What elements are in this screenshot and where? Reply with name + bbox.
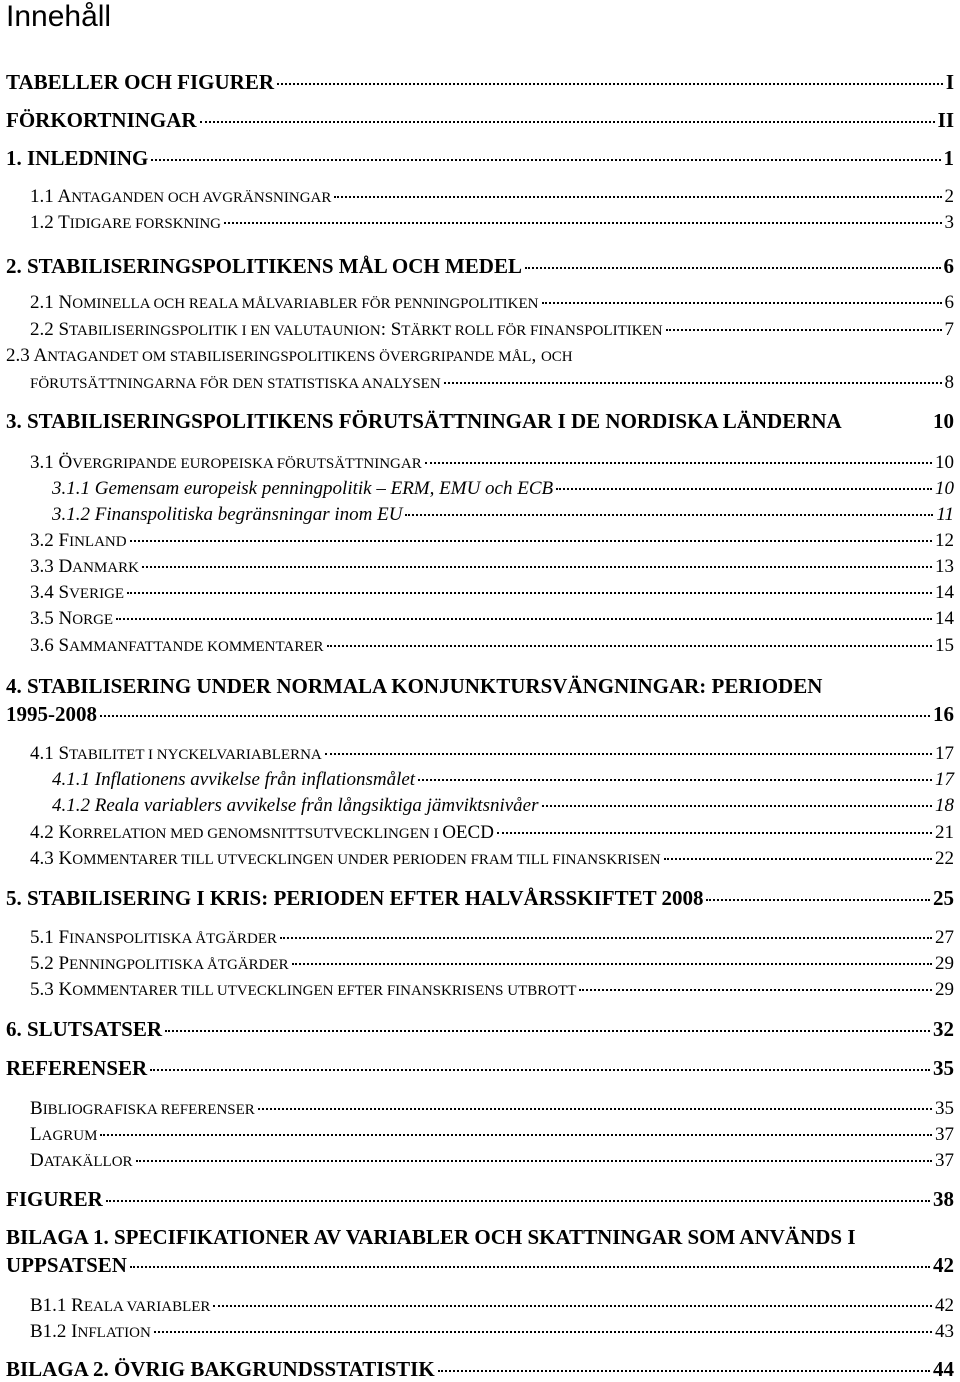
page-number: 10 (935, 478, 954, 499)
dot-leader (130, 1266, 930, 1268)
entry-title-part: L (30, 1124, 42, 1145)
toc-entry[interactable] (6, 702, 954, 727)
entry-title (30, 1295, 210, 1317)
entry-title (30, 927, 277, 949)
entry-title (30, 186, 331, 208)
entry-title-part: 2.3 A (6, 345, 48, 366)
page-number: II (937, 108, 954, 132)
toc-entry[interactable] (30, 1150, 954, 1172)
page-number: 18 (935, 795, 954, 816)
page-number: 21 (935, 822, 954, 843)
entry-title-part: OCH (540, 349, 573, 365)
page-number: 16 (933, 702, 954, 726)
page-number: 10 (935, 452, 954, 473)
dot-leader (100, 715, 930, 717)
entry-title (30, 1321, 151, 1343)
entry-title-part: OMMENTARER TILL UTVECKLINGEN UNDER PERIODEN FRAM TILL FINANSKRISEN (72, 852, 661, 868)
entry-title (30, 1098, 255, 1120)
entry-title-part: 4.2 K (30, 822, 73, 843)
entry-title-part: 3.4 S (30, 582, 70, 603)
toc-entry[interactable] (30, 953, 954, 975)
entry-title-part: ENNINGPOLITISKA ÅTGÄRDER (69, 957, 289, 973)
dot-leader (327, 645, 933, 647)
entry-title-part: TABILITET I NYCKELVARIABLERNA (69, 747, 322, 763)
page-number: 42 (933, 1253, 954, 1277)
toc-entry[interactable] (30, 582, 954, 604)
entry-title-part: D (30, 1150, 44, 1171)
entry-title (6, 146, 148, 171)
entry-title-part: 2.1 N (30, 292, 73, 313)
dot-leader (130, 540, 932, 542)
entry-title-part: : S (380, 319, 402, 340)
dot-leader (142, 566, 932, 568)
entry-title-part: 4.3 K (30, 848, 73, 869)
dot-leader (165, 1030, 930, 1032)
entry-title-part: 5.2 P (30, 953, 70, 974)
entry-title-part: AMMANFATTANDE KOMMENTARER (69, 639, 324, 655)
page-number: 14 (935, 582, 954, 603)
entry-title-part: FIGURER (6, 1187, 103, 1211)
entry-title-part: 4.1.1 Inflationens avvikelse från inflationsmålet (52, 769, 416, 790)
entry-title-part: REFERENSER (6, 1056, 148, 1080)
toc-entry[interactable] (30, 848, 954, 870)
toc-entry[interactable] (30, 927, 954, 949)
toc-entry[interactable] (30, 530, 954, 552)
toc-entry[interactable] (30, 212, 954, 234)
entry-title (30, 452, 422, 474)
page-number: 35 (933, 1056, 954, 1080)
page-number: 35 (935, 1098, 954, 1119)
entry-title-part: VERGRIPANDE EUROPEISKA FÖRUTSÄTTNINGAR (72, 456, 422, 472)
entry-title (30, 530, 127, 552)
entry-title-part: ORRELATION MED GENOMSNITTSUTVECKLINGEN I (72, 826, 443, 842)
page-number: 37 (935, 1150, 954, 1171)
toc-entry[interactable] (52, 795, 954, 817)
entry-title-part: BILAGA 1. SPECIFIKATIONER AV VARIABLER OCH SKATTNINGAR SOM ANVÄNDS I (6, 1225, 856, 1249)
entry-title-part: NTAGANDET OM STABILISERINGSPOLITIKENS ÖVERGRIPANDE MÅL (47, 349, 532, 365)
dot-leader (280, 937, 932, 939)
toc-entry-first-line[interactable] (6, 1225, 856, 1250)
entry-title (6, 1253, 127, 1278)
entry-title-part: FÖRUTSÄTTNINGARNA FÖR DEN STATISTISKA ANALYSEN (30, 376, 441, 392)
page-number: 2 (944, 186, 954, 207)
page-number: 1 (943, 146, 954, 170)
toc-entry[interactable] (6, 886, 954, 911)
page-number: 43 (935, 1321, 954, 1342)
dot-leader (556, 488, 932, 490)
entry-title-part: 1. INLEDNING (6, 146, 149, 170)
page-number: 12 (935, 530, 954, 551)
dot-leader (258, 1108, 932, 1110)
dot-leader (425, 462, 932, 464)
dot-leader (525, 267, 941, 269)
toc-entry[interactable] (6, 1017, 954, 1042)
toc-entry[interactable] (30, 608, 954, 630)
dot-leader (224, 222, 941, 224)
page-number: 27 (935, 927, 954, 948)
entry-title-part: 3.6 S (30, 635, 70, 656)
page-number: 25 (933, 886, 954, 910)
toc-entry[interactable] (52, 504, 954, 526)
entry-title (6, 886, 703, 911)
entry-title (6, 1056, 147, 1081)
entry-title-part: 5. STABILISERING I KRIS: PERIODEN EFTER HALVÅRSSKIFTET 2008 (6, 886, 704, 910)
entry-title-part: IBLIOGRAFISKA REFERENSER (42, 1102, 255, 1118)
dot-leader (706, 899, 930, 901)
toc-entry[interactable] (6, 1253, 954, 1278)
entry-title (6, 108, 197, 133)
toc-entry[interactable] (30, 319, 954, 341)
dot-leader (666, 329, 942, 331)
page-title: Innehåll (6, 0, 112, 33)
toc-entry[interactable] (6, 409, 954, 434)
entry-title-part: 3. STABILISERINGSPOLITIKENS FÖRUTSÄTTNINGAR I DE NORDISKA LÄNDERNA (6, 409, 842, 433)
entry-title-part: ORGE (72, 612, 114, 628)
toc-entry[interactable] (30, 1124, 954, 1146)
toc-entry[interactable] (52, 769, 954, 791)
entry-title-part: 3.1.1 Gemensam europeisk penningpolitik – ERM, EMU och ECB (52, 478, 554, 499)
toc-entry[interactable] (6, 108, 954, 133)
page-number: 6 (943, 254, 954, 278)
dot-leader (200, 121, 935, 123)
entry-title (30, 608, 113, 630)
entry-title (6, 1187, 103, 1212)
entry-title (30, 953, 289, 975)
toc-entry[interactable] (30, 186, 954, 208)
entry-title-part: 4. STABILISERING UNDER NORMALA KONJUNKTURSVÄNGNINGAR: PERIODEN (6, 674, 823, 698)
page-number: 10 (933, 409, 954, 433)
entry-title-part: 6. SLUTSATSER (6, 1017, 163, 1041)
entry-title-part: 4.1 S (30, 743, 70, 764)
entry-title-part: AGRUM (41, 1128, 98, 1144)
entry-title-part: NFLATION (77, 1325, 151, 1341)
toc-entry-first-line[interactable] (6, 674, 822, 699)
toc-entry[interactable] (6, 70, 954, 95)
entry-title-part: UPPSATSEN (6, 1253, 127, 1277)
entry-title (6, 1357, 435, 1382)
dot-leader (418, 779, 932, 781)
entry-title-part: B1.2 I (30, 1321, 78, 1342)
toc-entry[interactable] (6, 1357, 954, 1382)
dot-leader (542, 805, 932, 807)
page-number: 32 (933, 1017, 954, 1041)
entry-title-part: FÖRKORTNINGAR (6, 108, 197, 132)
page-number: 17 (935, 769, 954, 790)
entry-title-part: 3.5 N (30, 608, 73, 629)
entry-title (30, 319, 663, 341)
entry-title-part: TÄRKT ROLL FÖR FINANSPOLITIKEN (401, 323, 663, 339)
toc-entry[interactable] (30, 556, 954, 578)
entry-title-part: OMINELLA OCH REALA MÅLVARIABLER FÖR PENNINGPOLITIKEN (72, 296, 539, 312)
entry-title-part: TABILISERINGSPOLITIK I EN VALUTAUNION (69, 323, 381, 339)
page-number: 14 (935, 608, 954, 629)
entry-title (6, 254, 522, 279)
entry-title (6, 70, 274, 95)
dot-leader (100, 1134, 932, 1136)
dot-leader (325, 753, 932, 755)
page-number: 37 (935, 1124, 954, 1145)
entry-title (30, 556, 139, 578)
entry-title (30, 582, 124, 604)
entry-title-part: 5.3 K (30, 979, 73, 1000)
toc-entry[interactable] (6, 146, 954, 171)
entry-title-part: B1.1 R (30, 1295, 84, 1316)
toc-entry[interactable] (30, 1295, 954, 1317)
page-number: 6 (944, 292, 954, 313)
dot-leader (154, 1331, 932, 1333)
dot-leader (136, 1160, 932, 1162)
dot-leader (542, 302, 942, 304)
dot-leader (579, 989, 932, 991)
entry-title (30, 292, 539, 314)
page-number: 38 (933, 1187, 954, 1211)
entry-title-part: 2. STABILISERINGSPOLITIKENS MÅL OCH MEDEL (6, 254, 522, 278)
dot-leader (116, 618, 932, 620)
entry-title-part: , (531, 345, 541, 366)
entry-title-part: BILAGA 2. ÖVRIG BAKGRUNDSSTATISTIK (6, 1357, 435, 1381)
entry-title (30, 635, 324, 657)
entry-title-part: 4.1.2 Reala variablers avvikelse från långsiktiga jämviktsnivåer (52, 795, 539, 816)
entry-title (30, 212, 221, 234)
toc-entry[interactable] (30, 635, 954, 657)
toc-entry[interactable] (30, 1321, 954, 1343)
toc-entry[interactable] (30, 979, 954, 1001)
toc-entry[interactable] (30, 743, 954, 765)
page-number: 42 (935, 1295, 954, 1316)
dot-leader (277, 83, 943, 85)
page-number: 29 (935, 953, 954, 974)
entry-title-part: ANMARK (72, 560, 139, 576)
entry-title (52, 795, 539, 817)
entry-title-part: INLAND (69, 534, 127, 550)
page-number: 15 (935, 635, 954, 656)
entry-title (30, 1150, 133, 1172)
entry-title (30, 372, 441, 394)
page-number: 3 (944, 212, 954, 233)
entry-title-part: VERIGE (69, 586, 125, 602)
dot-leader (151, 159, 940, 161)
entry-title (52, 478, 553, 500)
entry-title-part: NTAGANDEN OCH AVGRÄNSNINGAR (71, 190, 332, 206)
entry-title (30, 743, 322, 765)
entry-title (6, 702, 97, 727)
entry-title-part: EALA VARIABLER (83, 1299, 211, 1315)
page-number: 7 (944, 319, 954, 340)
page-number: 11 (936, 504, 954, 525)
entry-title-part: 3.2 F (30, 530, 70, 551)
toc-entry[interactable] (6, 1187, 954, 1212)
page-number: 17 (935, 743, 954, 764)
entry-title-part: 2.2 S (30, 319, 70, 340)
entry-title-part: ATAKÄLLOR (43, 1154, 133, 1170)
page-number: 22 (935, 848, 954, 869)
dot-leader (106, 1200, 930, 1202)
toc-entry[interactable] (30, 292, 954, 314)
entry-title-part: 3.1.2 Finanspolitiska begränsningar inom EU (52, 504, 403, 525)
dot-leader (127, 592, 932, 594)
entry-title-part: OECD (442, 822, 494, 843)
entry-title-part: 3.1 Ö (30, 452, 73, 473)
entry-title (6, 1017, 162, 1042)
toc-entry[interactable] (52, 478, 954, 500)
toc-entry[interactable] (30, 452, 954, 474)
dot-leader (497, 832, 932, 834)
page-number: I (945, 70, 954, 94)
dot-leader (334, 196, 941, 198)
entry-title (52, 504, 402, 526)
entry-title (30, 848, 661, 870)
entry-title (30, 822, 494, 844)
entry-title-part: 5.1 F (30, 927, 70, 948)
page-number: 29 (935, 979, 954, 1000)
toc-entry[interactable] (6, 1056, 954, 1081)
dot-leader (213, 1305, 932, 1307)
entry-title (30, 1124, 97, 1146)
entry-title-part: 1.1 A (30, 186, 72, 207)
dot-leader (150, 1069, 930, 1071)
entry-title-part: 1995-2008 (6, 702, 97, 726)
entry-title (6, 409, 842, 434)
page-number: 8 (944, 372, 954, 393)
entry-title-part: B (30, 1098, 43, 1119)
dot-leader (444, 382, 942, 384)
entry-title-part: IDIGARE FORSKNING (69, 216, 222, 232)
entry-title-part: 3.3 D (30, 556, 73, 577)
dot-leader (438, 1370, 930, 1372)
toc-entry-first-line[interactable] (6, 345, 573, 367)
dot-leader (664, 858, 932, 860)
dot-leader (292, 963, 932, 965)
toc-entry[interactable] (30, 822, 954, 844)
entry-title (52, 769, 415, 791)
entry-title-part: OMMENTARER TILL UTVECKLINGEN EFTER FINANSKRISENS UTBROTT (72, 983, 577, 999)
toc-entry[interactable] (6, 254, 954, 279)
toc-entry[interactable] (30, 372, 954, 394)
entry-title-part: 1.2 T (30, 212, 70, 233)
page-number: 13 (935, 556, 954, 577)
page-number: 44 (933, 1357, 954, 1381)
entry-title-part: INANSPOLITISKA ÅTGÄRDER (69, 931, 277, 947)
entry-title (30, 979, 576, 1001)
entry-title-part: TABELLER OCH FIGURER (6, 70, 274, 94)
dot-leader (405, 514, 933, 516)
toc-entry[interactable] (30, 1098, 954, 1120)
